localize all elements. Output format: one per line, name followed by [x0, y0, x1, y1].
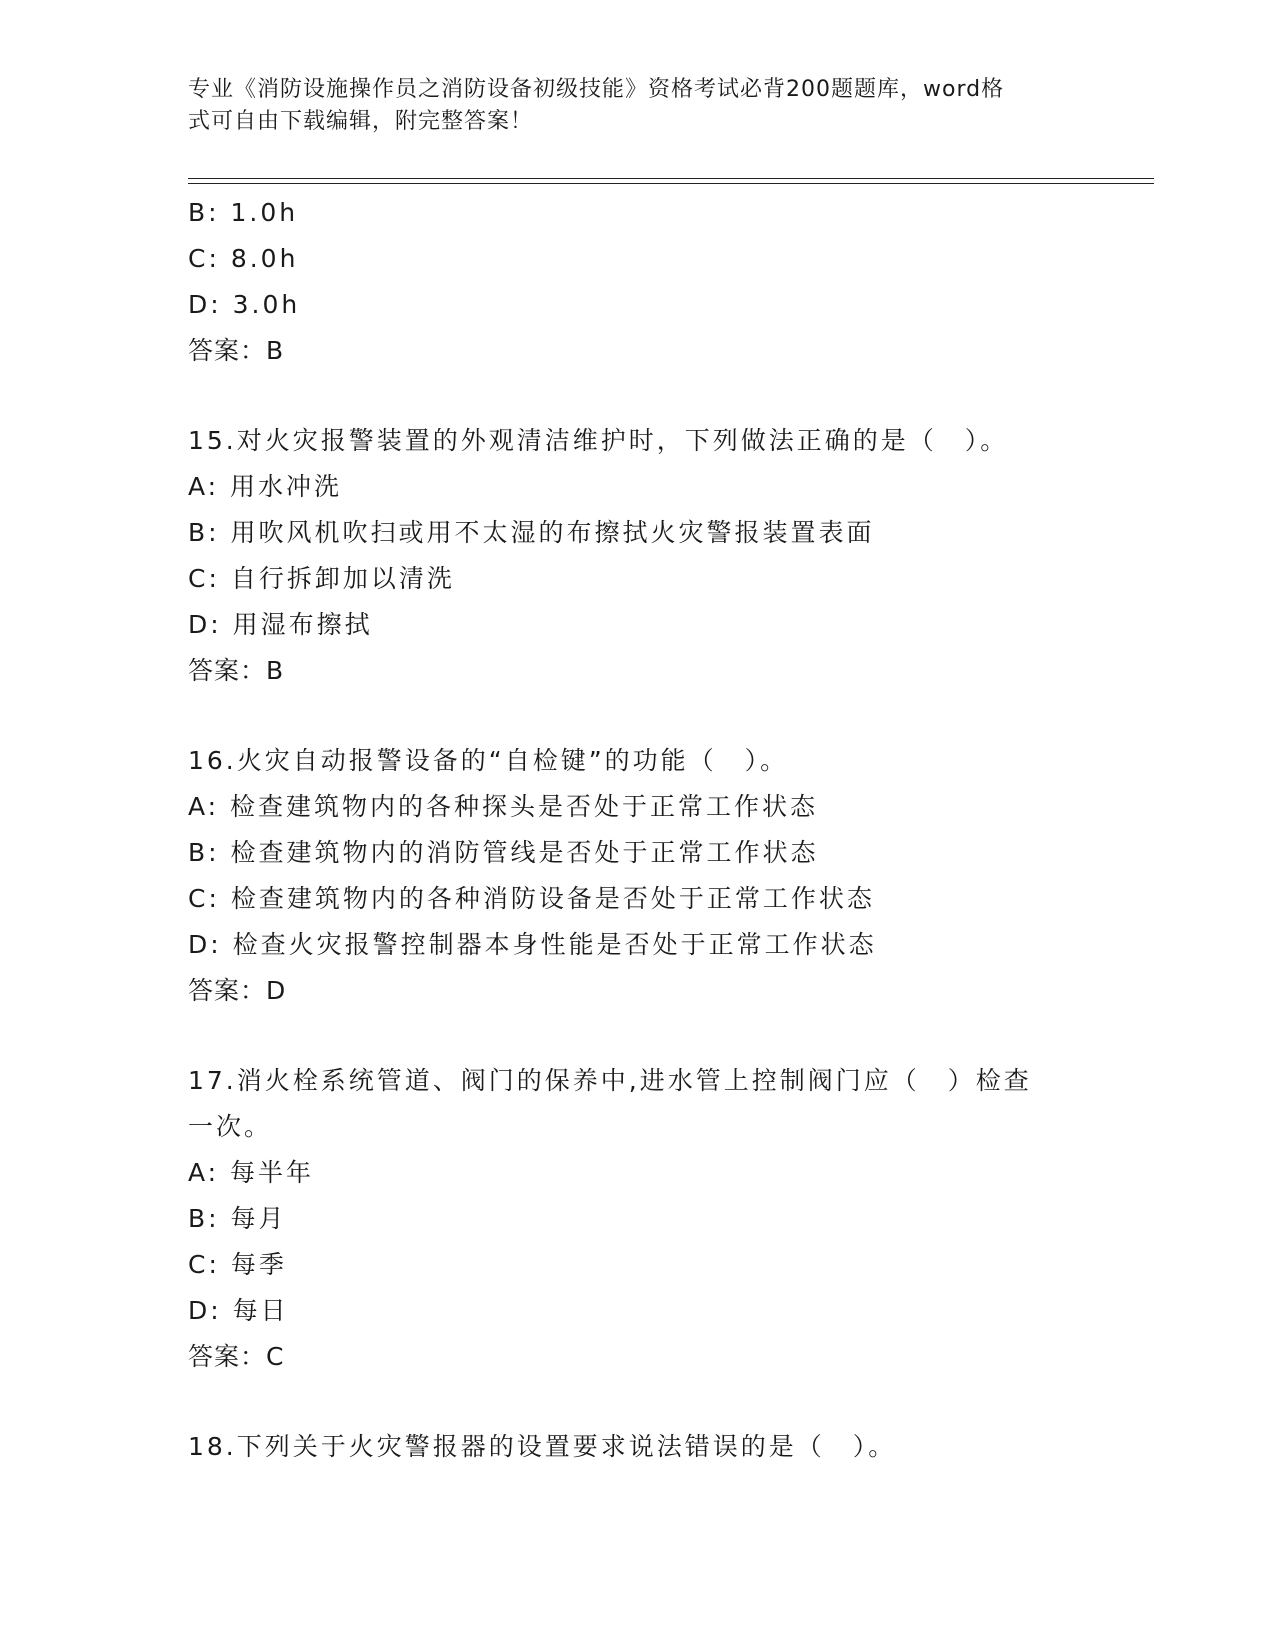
question-17 [188, 1058, 1088, 1380]
question-14-tail [188, 190, 1088, 374]
option-a: A: 每半年 [188, 1158, 315, 1187]
question-16 [188, 738, 1088, 1014]
option-c: C: 检查建筑物内的各种消防设备是否处于正常工作状态 [188, 884, 875, 913]
question-text-line-2: 一次。 [188, 1112, 273, 1141]
question-text: 18.下列关于火灾警报器的设置要求说法错误的是（ ）。 [188, 1432, 897, 1461]
option-d: D: 每日 [188, 1296, 289, 1325]
option-b: B: 1.0h [188, 198, 299, 227]
spacer [188, 374, 1088, 418]
question-text: 15.对火灾报警装置的外观清洁维护时，下列做法正确的是（ ）。 [188, 426, 1009, 455]
header-rule-bottom [188, 183, 1154, 184]
header-rule-top [188, 178, 1154, 179]
option-c: C: 每季 [188, 1250, 287, 1279]
spacer [188, 1380, 1088, 1424]
option-d: D: 检查火灾报警控制器本身性能是否处于正常工作状态 [188, 930, 877, 959]
document-header [188, 74, 1088, 138]
option-b: B: 用吹风机吹扫或用不太湿的布擦拭火灾警报装置表面 [188, 518, 875, 547]
answer-line: 答案：B [188, 336, 285, 365]
question-list [188, 190, 1088, 1470]
option-b: B: 检查建筑物内的消防管线是否处于正常工作状态 [188, 838, 819, 867]
question-18 [188, 1424, 1088, 1470]
header-line-1: 专业《消防设施操作员之消防设备初级技能》资格考试必背200题题库，word格 [188, 77, 1005, 102]
option-d: D: 用湿布擦拭 [188, 610, 373, 639]
option-b: B: 每月 [188, 1204, 287, 1233]
question-text: 16.火灾自动报警设备的“自检键”的功能（ ）。 [188, 746, 789, 775]
option-c: C: 自行拆卸加以清洗 [188, 564, 455, 593]
answer-line: 答案：D [188, 976, 287, 1005]
spacer [188, 694, 1088, 738]
option-a: A: 用水冲洗 [188, 472, 343, 501]
answer-line: 答案：B [188, 656, 285, 685]
question-text-line-1: 17.消火栓系统管道、阀门的保养中,进水管上控制阀门应（ ）检查 [188, 1066, 1032, 1095]
option-c: C: 8.0h [188, 244, 299, 273]
spacer [188, 1014, 1088, 1058]
option-a: A: 检查建筑物内的各种探头是否处于正常工作状态 [188, 792, 819, 821]
option-d: D: 3.0h [188, 290, 301, 319]
question-15 [188, 418, 1088, 694]
answer-line: 答案：C [188, 1342, 285, 1371]
header-line-2: 式可自由下载编辑，附完整答案！ [188, 109, 534, 134]
